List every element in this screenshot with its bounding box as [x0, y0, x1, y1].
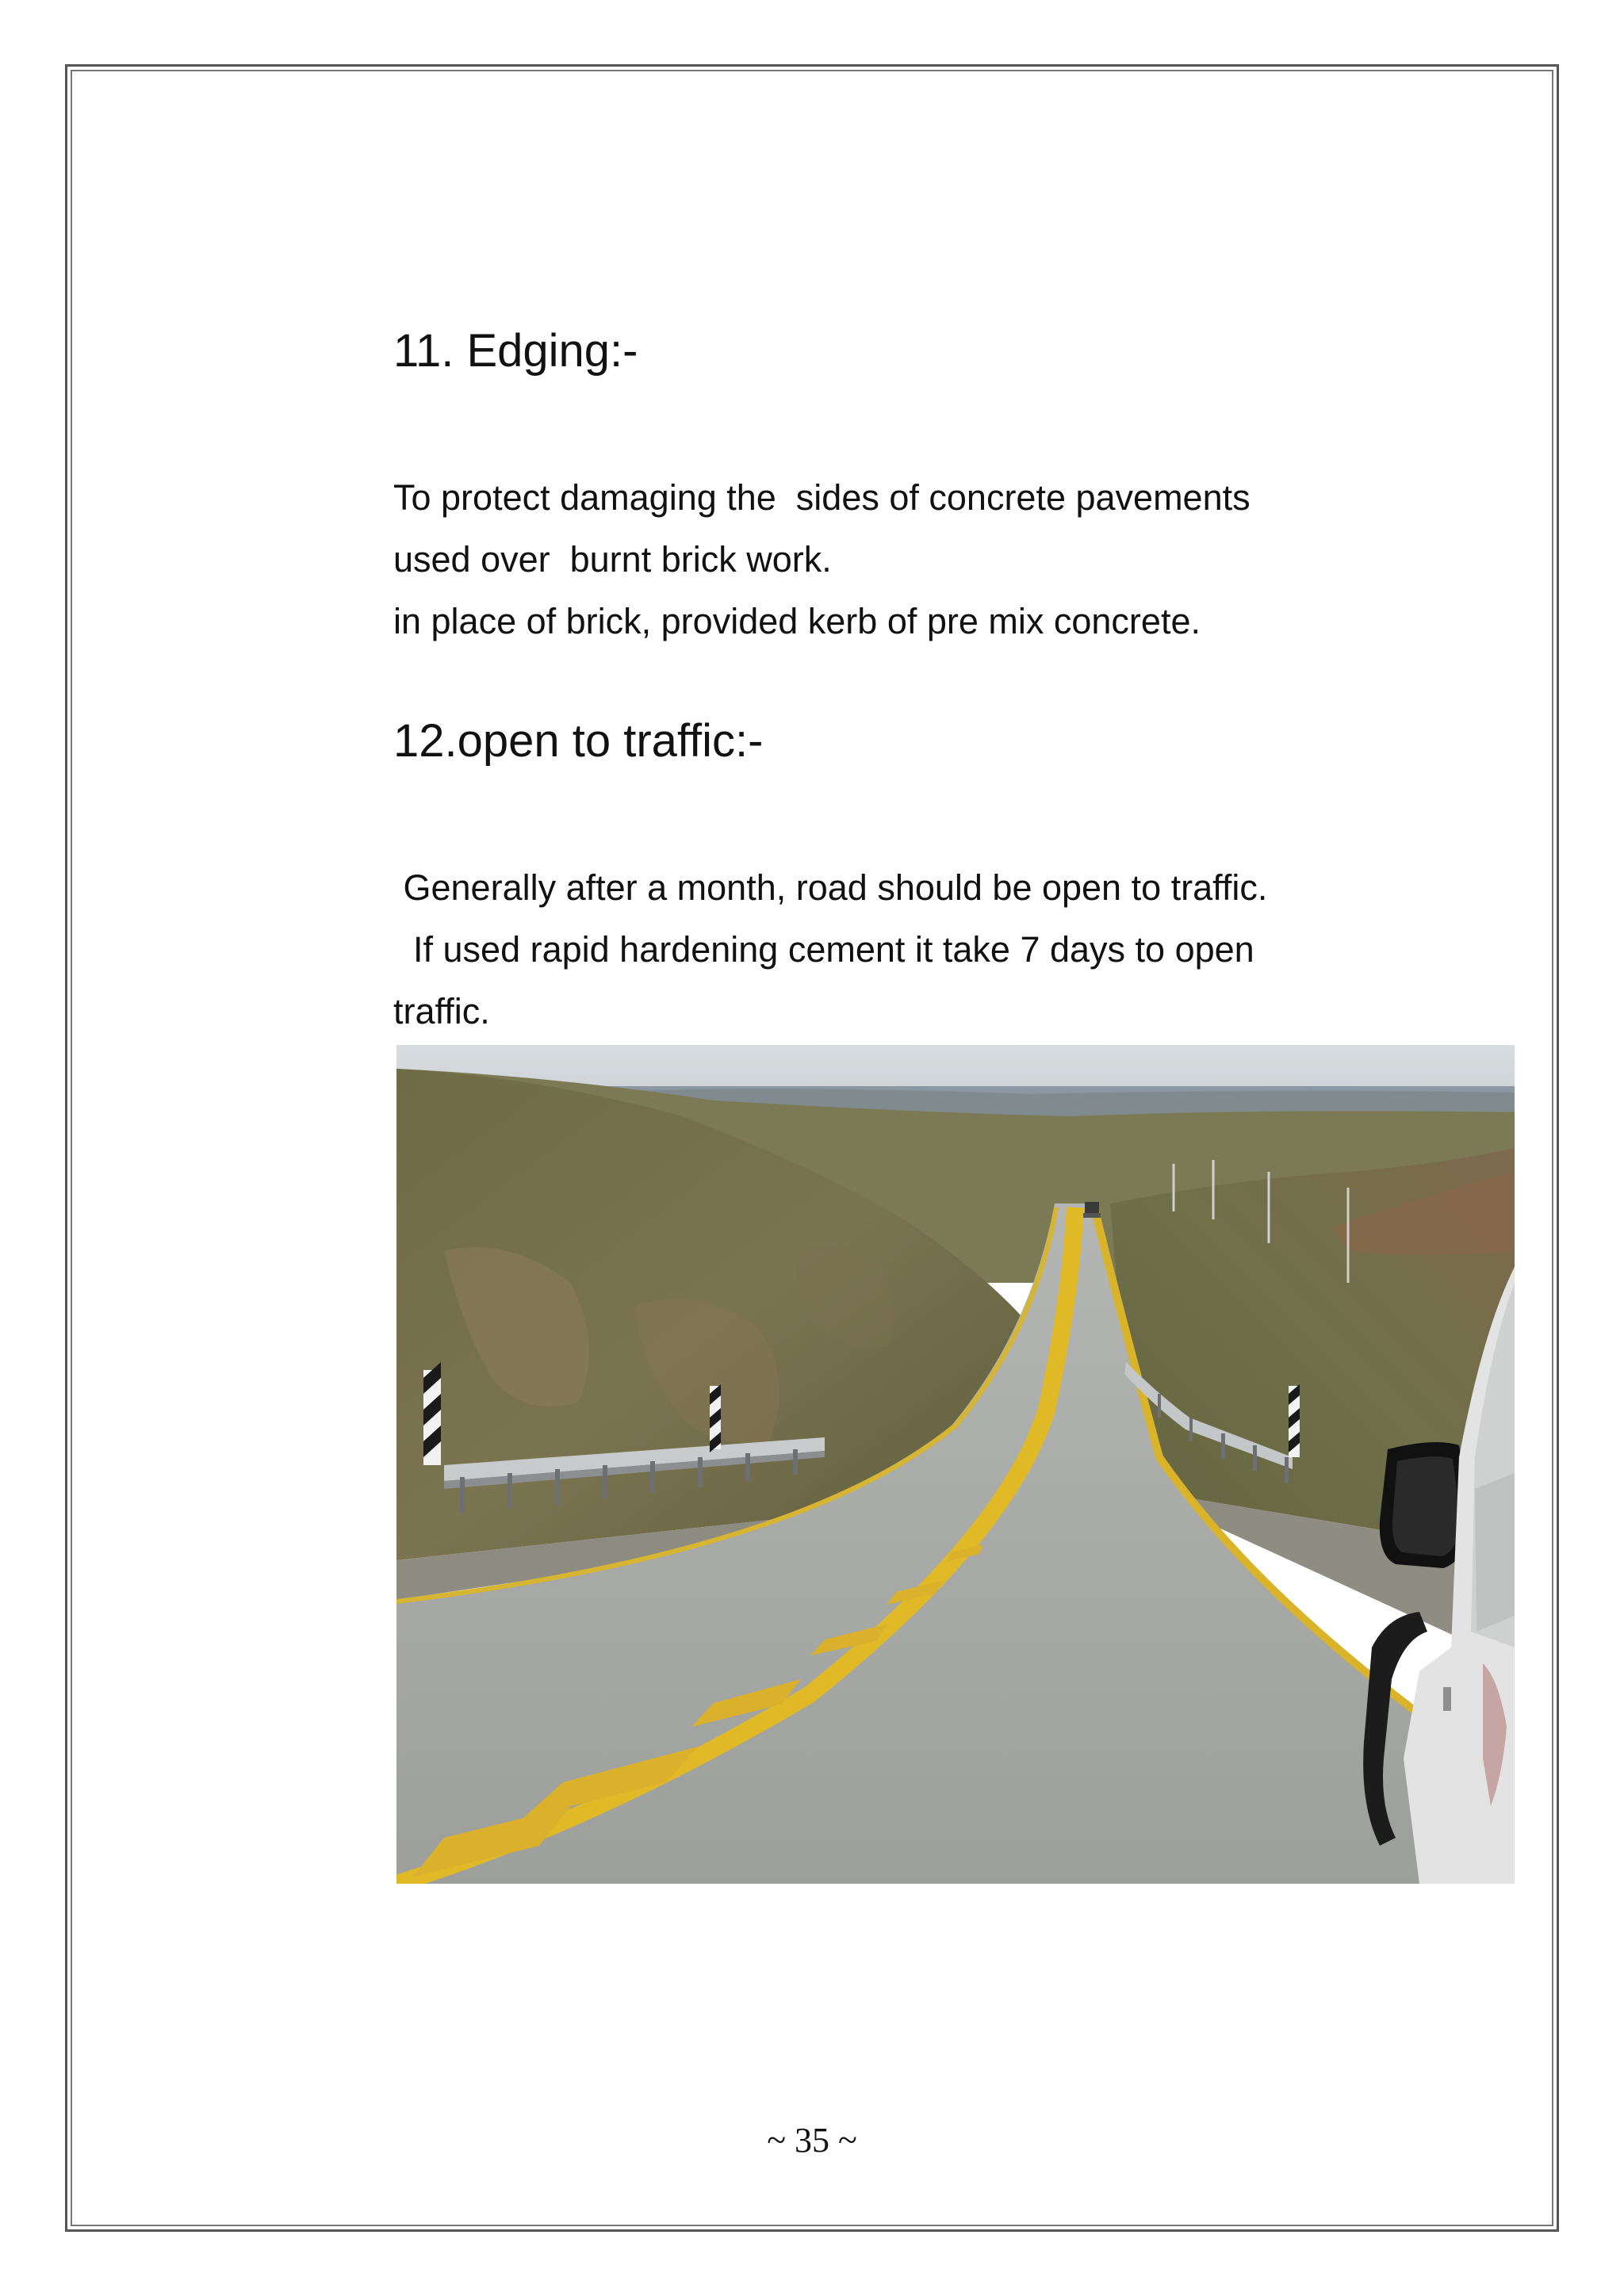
- road-photo: [396, 1045, 1515, 1884]
- edging-text-line-3: in place of brick, provided kerb of pre mix concrete.: [393, 601, 1201, 641]
- traffic-text-line-1: Generally after a month, road should be open to traffic.: [393, 867, 1268, 908]
- page-number: ~ 35 ~: [767, 2121, 857, 2160]
- edging-text-line-2: used over burnt brick work.: [393, 539, 832, 580]
- section-heading-open-to-traffic: 12.open to traffic:-: [393, 715, 764, 767]
- traffic-text-line-3: traffic.: [393, 991, 490, 1031]
- edging-text-line-1: To protect damaging the sides of concrete pavements: [393, 477, 1251, 518]
- section-heading-edging: 11. Edging:-: [393, 325, 638, 377]
- traffic-text-line-2: If used rapid hardening cement it take 7 days to open: [393, 929, 1254, 970]
